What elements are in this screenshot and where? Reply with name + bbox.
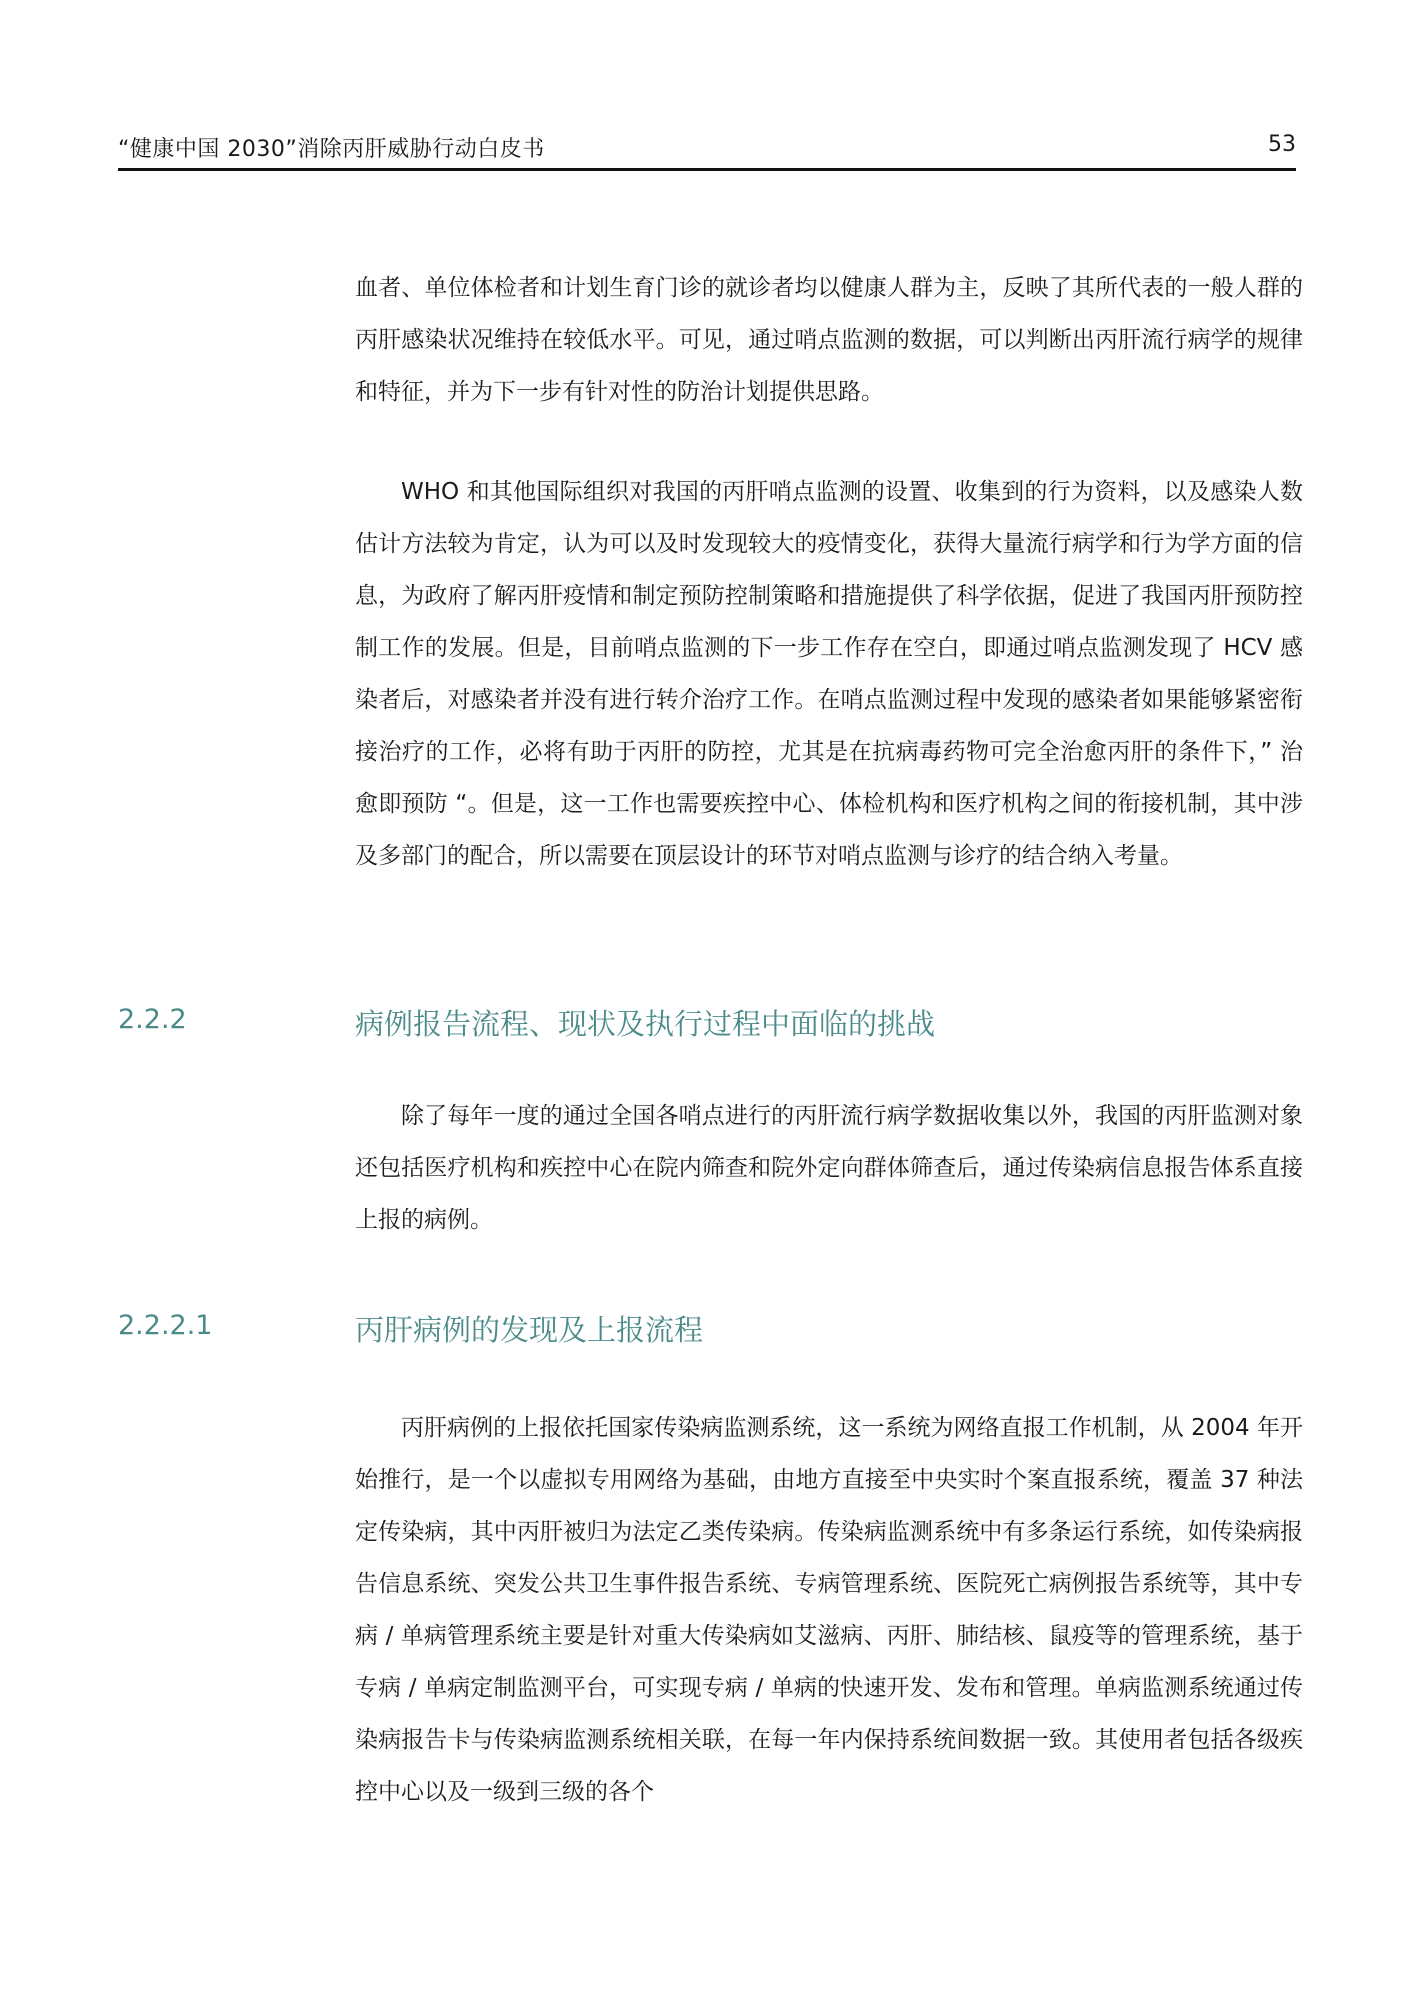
paragraph-monitoring-targets: 除了每年一度的通过全国各哨点进行的丙肝流行病学数据收集以外，我国的丙肝监测对象还包括医疗机构和疾控中心在院内筛查和院外定向群体筛查后，通过传染病信息报告体系直接上报的病例。 — [355, 1103, 1303, 1233]
paragraph-reporting-system: 丙肝病例的上报依托国家传染病监测系统，这一系统为网络直报工作机制，从 2004 年开始推行，是一个以虚拟专用网络为基础，由地方直接至中央实时个案直报系统，覆盖 37 种法定传染病，其中丙肝被归为法定乙类传染病。传染病监测系统中有多条运行系统，如传染病报告信息系统、突发公共卫生事件报告系统、专病管理系统、医院死亡病例报告系统等，其中专病 / 单病管理系统主要是针对重大传染病如艾滋病、丙肝、肺结核、鼠疫等的管理系统，基于专病 / 单病定制监测平台，可实现专病 / 单病的快速开发、发布和管理。单病监测系统通过传染病报告卡与传染病监测系统相关联，在每一年内保持系统间数据一致。其使用者包括各级疾控中心以及一级到三级的各个 — [355, 1415, 1303, 1805]
section-title-2-2-2-1: 丙肝病例的发现及上报流程 — [355, 1313, 704, 1347]
running-header — [118, 128, 1296, 171]
section-title-2-2-2: 病例报告流程、现状及执行过程中面临的挑战 — [355, 1007, 936, 1041]
section-number-2-2-2: 2.2.2 — [118, 1004, 187, 1035]
paragraph-continued: 血者、单位体检者和计划生育门诊的就诊者均以健康人群为主，反映了其所代表的一般人群的丙肝感染状况维持在较低水平。可见，通过哨点监测的数据，可以判断出丙肝流行病学的规律和特征，并为下一步有针对性的防治计划提供思路。 — [355, 275, 1303, 405]
paragraph-who-evaluation: WHO 和其他国际组织对我国的丙肝哨点监测的设置、收集到的行为资料，以及感染人数估计方法较为肯定，认为可以及时发现较大的疫情变化，获得大量流行病学和行为学方面的信息，为政府了解丙肝疫情和制定预防控制策略和措施提供了科学依据，促进了我国丙肝预防控制工作的发展。但是，目前哨点监测的下一步工作存在空白，即通过哨点监测发现了 HCV 感染者后，对感染者并没有进行转介治疗工作。在哨点监测过程中发现的感染者如果能够紧密衔接治疗的工作，必将有助于丙肝的防控，尤其是在抗病毒药物可完全治愈丙肝的条件下，” 治愈即预防 “。但是，这一工作也需要疾控中心、体检机构和医疗机构之间的衔接机制，其中涉及多部门的配合，所以需要在顶层设计的环节对哨点监测与诊疗的结合纳入考量。 — [355, 479, 1303, 869]
page-number: 53 — [1268, 132, 1296, 157]
header-title: “健康中国 2030”消除丙肝威胁行动白皮书 — [118, 137, 545, 162]
section-number-2-2-2-1: 2.2.2.1 — [118, 1310, 213, 1341]
